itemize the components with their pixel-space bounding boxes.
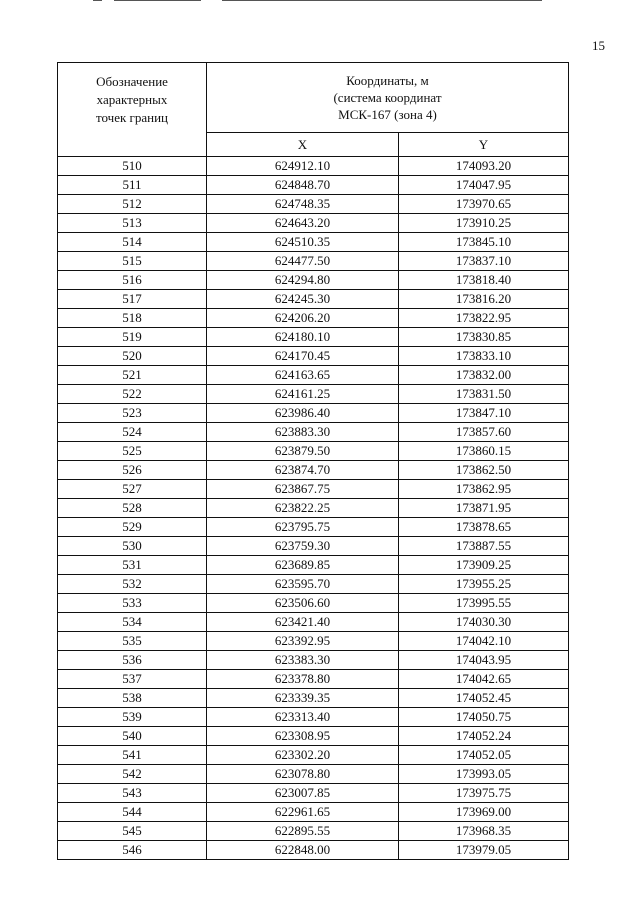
table-row [58,442,569,461]
table-row [58,803,569,822]
x-coordinate-cell: 623822.25 [207,499,399,518]
x-coordinate-cell: 624161.25 [207,385,399,404]
table-row [58,461,569,480]
table-row [58,480,569,499]
y-coordinate-cell: 173968.35 [399,822,569,841]
y-coordinate-cell: 173862.95 [399,480,569,499]
y-coordinate-cell: 174043.95 [399,651,569,670]
page-number: 15 [592,38,605,53]
table-row [58,708,569,727]
x-coordinate-cell: 624245.30 [207,290,399,309]
table-row [58,822,569,841]
table-row [58,841,569,860]
table-row [58,575,569,594]
point-cell: 528 [58,499,207,518]
point-cell: 510 [58,157,207,176]
y-coordinate-cell: 173857.60 [399,423,569,442]
x-coordinate-cell: 624912.10 [207,157,399,176]
table-row [58,518,569,537]
coordinates-header [207,63,569,133]
point-cell: 532 [58,575,207,594]
x-coordinate-cell: 624848.70 [207,176,399,195]
y-coordinate-cell: 173845.10 [399,233,569,252]
point-cell: 518 [58,309,207,328]
point-cell: 541 [58,746,207,765]
point-cell: 515 [58,252,207,271]
y-coordinate-cell: 173975.75 [399,784,569,803]
scan-artifact-line [222,0,542,1]
x-coordinate-cell: 623506.60 [207,594,399,613]
point-cell: 512 [58,195,207,214]
x-coordinate-cell: 623078.80 [207,765,399,784]
table-body [58,157,569,860]
table-row [58,784,569,803]
y-coordinate-cell: 173837.10 [399,252,569,271]
x-coordinate-cell: 622895.55 [207,822,399,841]
point-column-header [58,63,207,157]
table-row [58,727,569,746]
header-line: МСК-167 (зона 4) [338,106,437,122]
table-row [58,252,569,271]
y-coordinate-cell: 174042.10 [399,632,569,651]
point-cell: 529 [58,518,207,537]
table-row [58,385,569,404]
point-cell: 522 [58,385,207,404]
header-line: точек границ [95,110,169,125]
point-cell: 537 [58,670,207,689]
table-row [58,499,569,518]
x-coordinate-cell: 624163.65 [207,366,399,385]
y-coordinate-cell: 173847.10 [399,404,569,423]
x-coordinate-cell: 623392.95 [207,632,399,651]
table-row [58,195,569,214]
y-coordinate-cell: 173833.10 [399,347,569,366]
table-row [58,157,569,176]
table-row [58,366,569,385]
point-cell: 520 [58,347,207,366]
point-cell: 538 [58,689,207,708]
table-row [58,651,569,670]
point-cell: 527 [58,480,207,499]
scan-artifact-line [114,0,201,1]
point-cell: 542 [58,765,207,784]
y-coordinate-cell: 173993.05 [399,765,569,784]
x-coordinate-cell: 623313.40 [207,708,399,727]
y-coordinate-cell: 174052.45 [399,689,569,708]
table-row [58,271,569,290]
header-line: (система координат [333,89,442,105]
table-row [58,290,569,309]
y-coordinate-cell: 173969.00 [399,803,569,822]
y-coordinate-cell: 173862.50 [399,461,569,480]
x-coordinate-cell: 622961.65 [207,803,399,822]
x-coordinate-cell: 623308.95 [207,727,399,746]
y-coordinate-cell: 173822.95 [399,309,569,328]
x-coordinate-cell: 624748.35 [207,195,399,214]
point-cell: 523 [58,404,207,423]
x-coordinate-cell: 623874.70 [207,461,399,480]
y-coordinate-cell: 173830.85 [399,328,569,347]
point-cell: 540 [58,727,207,746]
y-coordinate-cell: 173955.25 [399,575,569,594]
table-row [58,404,569,423]
point-cell: 514 [58,233,207,252]
x-coordinate-cell: 623795.75 [207,518,399,537]
x-coordinate-cell: 624170.45 [207,347,399,366]
y-column-header: Y [399,132,569,156]
table-row [58,309,569,328]
x-coordinate-cell: 623689.85 [207,556,399,575]
y-coordinate-cell: 174047.95 [399,176,569,195]
y-coordinate-cell: 174052.24 [399,727,569,746]
point-cell: 531 [58,556,207,575]
y-coordinate-cell: 173979.05 [399,841,569,860]
point-cell: 525 [58,442,207,461]
x-coordinate-cell: 623302.20 [207,746,399,765]
point-cell: 535 [58,632,207,651]
header-line: Обозначение [96,74,168,89]
table-row [58,347,569,366]
table-row [58,765,569,784]
table-row [58,537,569,556]
table-row [58,233,569,252]
point-cell: 521 [58,366,207,385]
point-cell: 526 [58,461,207,480]
x-coordinate-cell: 623883.30 [207,423,399,442]
point-cell: 545 [58,822,207,841]
y-coordinate-cell: 173887.55 [399,537,569,556]
point-cell: 533 [58,594,207,613]
x-coordinate-cell: 622848.00 [207,841,399,860]
x-coordinate-cell: 624294.80 [207,271,399,290]
point-cell: 539 [58,708,207,727]
point-cell: 546 [58,841,207,860]
x-coordinate-cell: 623339.35 [207,689,399,708]
y-coordinate-cell: 173995.55 [399,594,569,613]
table-row [58,689,569,708]
y-coordinate-cell: 174050.75 [399,708,569,727]
x-coordinate-cell: 624180.10 [207,328,399,347]
scan-artifact-line [93,0,102,1]
point-cell: 519 [58,328,207,347]
x-coordinate-cell: 623378.80 [207,670,399,689]
x-coordinate-cell: 623007.85 [207,784,399,803]
y-coordinate-cell: 173910.25 [399,214,569,233]
x-coordinate-cell: 623867.75 [207,480,399,499]
x-coordinate-cell: 623879.50 [207,442,399,461]
x-coordinate-cell: 624510.35 [207,233,399,252]
point-cell: 513 [58,214,207,233]
table-row [58,613,569,632]
x-coordinate-cell: 624643.20 [207,214,399,233]
point-cell: 517 [58,290,207,309]
y-coordinate-cell: 174052.05 [399,746,569,765]
point-cell: 516 [58,271,207,290]
y-coordinate-cell: 173818.40 [399,271,569,290]
point-cell: 524 [58,423,207,442]
table-row [58,746,569,765]
table-row [58,328,569,347]
x-coordinate-cell: 623421.40 [207,613,399,632]
y-coordinate-cell: 173832.00 [399,366,569,385]
y-coordinate-cell: 173816.20 [399,290,569,309]
y-coordinate-cell: 173860.15 [399,442,569,461]
y-coordinate-cell: 174030.30 [399,613,569,632]
y-coordinate-cell: 174093.20 [399,157,569,176]
table-row [58,214,569,233]
point-cell: 534 [58,613,207,632]
table-row [58,423,569,442]
x-coordinate-cell: 623759.30 [207,537,399,556]
x-coordinate-cell: 623986.40 [207,404,399,423]
x-coordinate-cell: 624477.50 [207,252,399,271]
point-cell: 536 [58,651,207,670]
header-line: характерных [96,92,168,107]
x-coordinate-cell: 623383.30 [207,651,399,670]
header-line: Координаты, м [346,72,429,88]
point-cell: 543 [58,784,207,803]
table-row [58,670,569,689]
y-coordinate-cell: 173970.65 [399,195,569,214]
table-row [58,556,569,575]
x-column-header: X [207,132,399,156]
y-coordinate-cell: 174042.65 [399,670,569,689]
y-coordinate-cell: 173909.25 [399,556,569,575]
table-row [58,594,569,613]
point-cell: 530 [58,537,207,556]
table-row [58,632,569,651]
y-coordinate-cell: 173871.95 [399,499,569,518]
y-coordinate-cell: 173831.50 [399,385,569,404]
y-coordinate-cell: 173878.65 [399,518,569,537]
coordinates-table [57,62,569,860]
point-cell: 544 [58,803,207,822]
x-coordinate-cell: 624206.20 [207,309,399,328]
table-row [58,176,569,195]
point-cell: 511 [58,176,207,195]
x-coordinate-cell: 623595.70 [207,575,399,594]
